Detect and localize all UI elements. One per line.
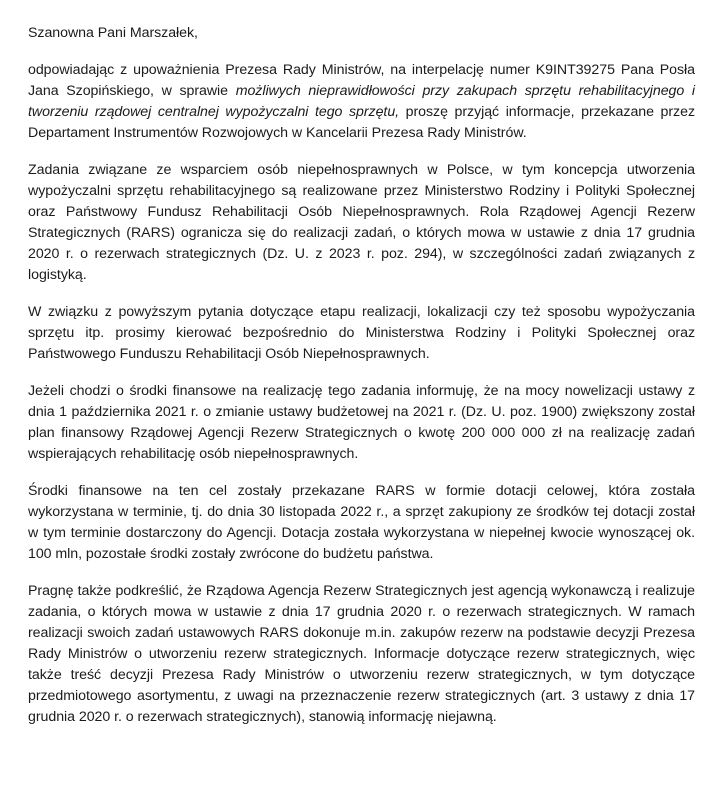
paragraph-intro-text-after: proszę przyjąć informacje, przekazane przez Departament Instrumentów Rozwojowych w Kancelarii Prezesa Rady Ministrów.	[28, 104, 695, 141]
paragraph-redirect-questions: W związku z powyższym pytania dotyczące etapu realizacji, lokalizacji czy też sposobu wypożyczania sprzętu itp. prosimy kierować bezpośrednio do Ministerstwa Rodziny i Polityki Społecznej oraz Państwowego Funduszu Rehabilitacji Osób Niepełnosprawnych.	[28, 304, 695, 362]
salutation: Szanowna Pani Marszałek,	[28, 25, 198, 41]
paragraph-intro-text-before: odpowiadając z upoważnienia Prezesa Rady Ministrów, na interpelację numer K9INT39275 Pana Posła Jana Szopińskiego, w sprawie	[28, 62, 695, 99]
paragraph-intro	[28, 60, 695, 144]
paragraph-financial-means: Jeżeli chodzi o środki finansowe na realizację tego zadania informuję, że na mocy nowelizacji ustawy z dnia 1 października 2021 r. o zmianie ustawy budżetowej na 2021 r. (Dz. U. poz. 1900) zwiększony został plan finansowy Rządowej Agencji Rezerw Strategicznych o kwotę 200 000 000 zł na realizację zadań wspierających rehabilitację osób niepełnosprawnych.	[28, 383, 695, 462]
paragraph-subsidy-usage: Środki finansowe na ten cel zostały przekazane RARS w formie dotacji celowej, która została wykorzystana w terminie, tj. do dnia 30 listopada 2022 r., a sprzęt zakupiony ze środków tej dotacji został w tym terminie dostarczony do Agencji. Dotacja została wykorzystana w niepełnej kwocie wynoszącej ok. 100 mln, pozostałe środki zostały zwrócone do budżetu państwa.	[28, 483, 695, 562]
interpellation-subject-italic: możliwych nieprawidłowości przy zakupach sprzętu rehabilitacyjnego i tworzeniu rządowej centralnej wypożyczalni tego sprzętu,	[28, 83, 695, 120]
paragraph-classified-info: Pragnę także podkreślić, że Rządowa Agencja Rezerw Strategicznych jest agencją wykonawczą i realizuje zadania, o których mowa w ustawie z dnia 17 grudnia 2020 r. o rezerwach strategicznych. W ramach realizacji swoich zadań ustawowych RARS dokonuje m.in. zakupów rezerw na podstawie decyzji Prezesa Rady Ministrów o utworzeniu rezerw strategicznych. Informacje dotyczące rezerw strategicznych, więc także treść decyzji Prezesa Rady Ministrów o utworzeniu rezerw strategicznych, w tym dotyczące przedmiotowego asortymentu, z uwagi na przeznaczenie rezerw strategicznych (art. 3 ustawy z dnia 17 grudnia 2020 r. o rezerwach strategicznych), stanowią informację niejawną.	[28, 583, 695, 725]
paragraph-tasks-support: Zadania związane ze wsparciem osób niepełnosprawnych w Polsce, w tym koncepcja utworzenia wypożyczalni sprzętu rehabilitacyjnego są realizowane przez Ministerstwo Rodziny i Polityki Społecznej oraz Państwowy Fundusz Rehabilitacji Osób Niepełnosprawnych. Rola Rządowej Agencji Rezerw Strategicznych (RARS) ogranicza się do realizacji zadań, o których mowa w ustawie z dnia 17 grudnia 2020 r. o rezerwach strategicznych (Dz. U. z 2023 r. poz. 294), w szczególności zadań związanych z logistyką.	[28, 162, 695, 283]
